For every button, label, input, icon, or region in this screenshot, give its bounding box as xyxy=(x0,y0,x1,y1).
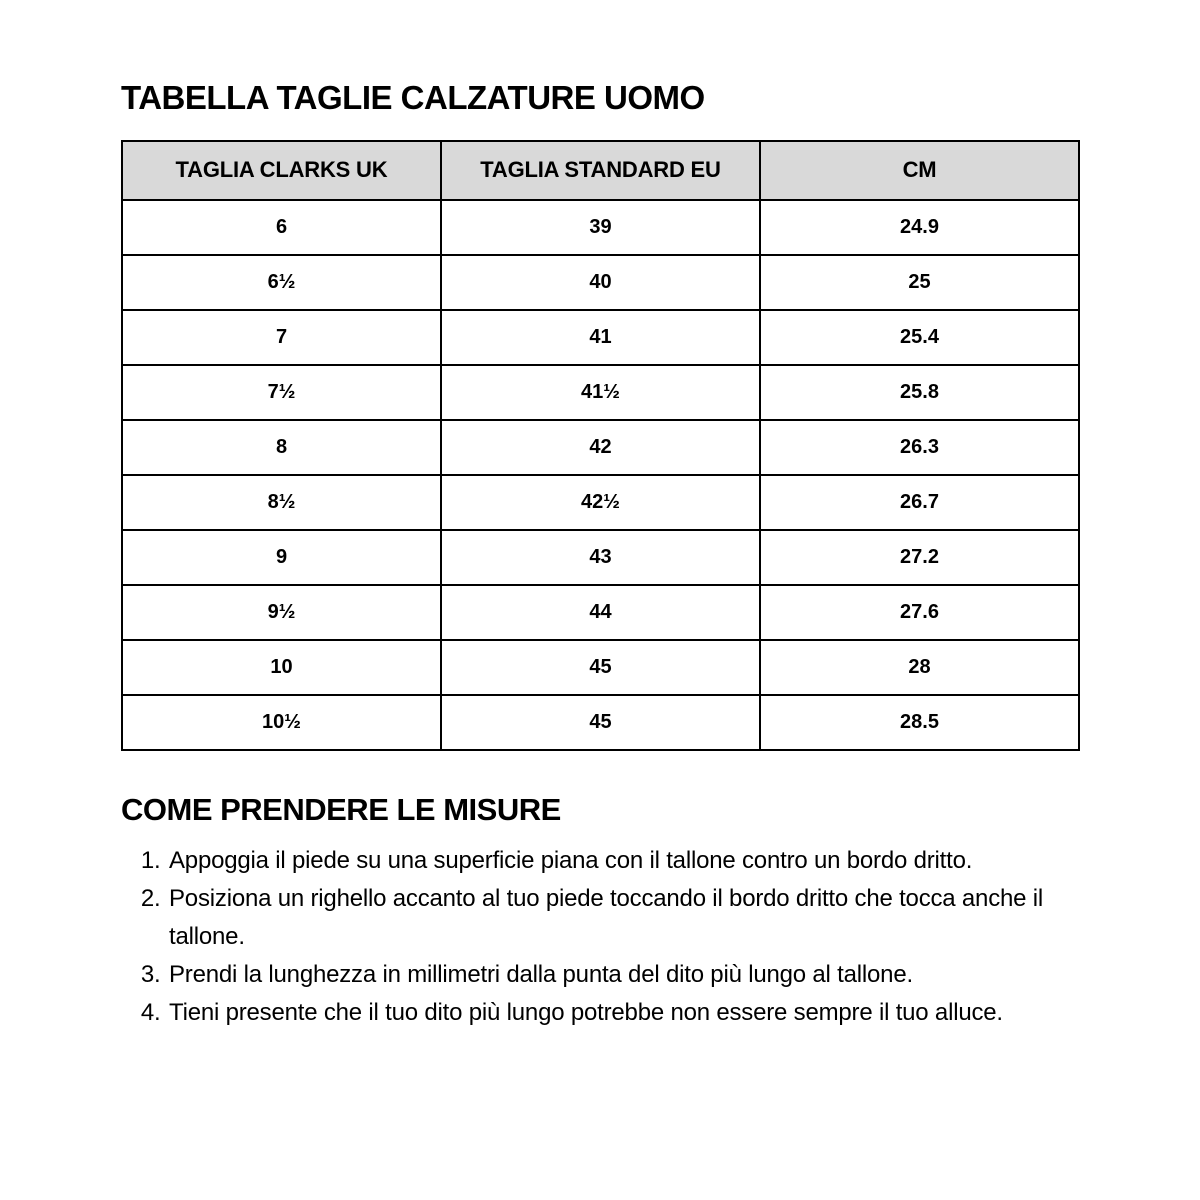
cell-cm: 27.6 xyxy=(760,585,1079,640)
table-row xyxy=(122,640,1079,695)
header-cell-cm: CM xyxy=(760,141,1079,200)
list-item: 3. Prendi la lunghezza in millimetri dalla punta del dito più lungo al tallone. xyxy=(167,956,1080,994)
cell-cm: 27.2 xyxy=(760,530,1079,585)
cell-uk: 10½ xyxy=(122,695,441,750)
size-table xyxy=(121,140,1080,751)
header-cell-clarks-uk: TAGLIA CLARKS UK xyxy=(122,141,441,200)
table-row xyxy=(122,310,1079,365)
header-cell-standard-eu: TAGLIA STANDARD EU xyxy=(441,141,760,200)
content-area xyxy=(0,78,1200,1032)
table-row xyxy=(122,475,1079,530)
table-row xyxy=(122,585,1079,640)
table-row xyxy=(122,420,1079,475)
cell-uk: 9 xyxy=(122,530,441,585)
cell-uk: 7½ xyxy=(122,365,441,420)
cell-eu: 39 xyxy=(441,200,760,255)
cell-uk: 8 xyxy=(122,420,441,475)
table-row xyxy=(122,695,1079,750)
cell-uk: 6 xyxy=(122,200,441,255)
list-item: 1. Appoggia il piede su una superficie piana con il tallone contro un bordo dritto. xyxy=(167,842,1080,880)
instructions-list xyxy=(121,842,1080,1032)
cell-uk: 10 xyxy=(122,640,441,695)
cell-eu: 44 xyxy=(441,585,760,640)
table-header-row xyxy=(122,141,1079,200)
cell-eu: 45 xyxy=(441,640,760,695)
table-row xyxy=(122,530,1079,585)
cell-uk: 7 xyxy=(122,310,441,365)
cell-uk: 6½ xyxy=(122,255,441,310)
cell-eu: 42½ xyxy=(441,475,760,530)
page-title: TABELLA TAGLIE CALZATURE UOMO xyxy=(121,79,705,116)
section-heading: COME PRENDERE LE MISURE xyxy=(121,791,561,827)
cell-cm: 25 xyxy=(760,255,1079,310)
cell-cm: 25.4 xyxy=(760,310,1079,365)
list-item: 2. Posiziona un righello accanto al tuo piede toccando il bordo dritto che tocca anche il tallone. xyxy=(167,880,1080,956)
cell-eu: 45 xyxy=(441,695,760,750)
cell-cm: 28 xyxy=(760,640,1079,695)
cell-eu: 41½ xyxy=(441,365,760,420)
cell-eu: 43 xyxy=(441,530,760,585)
cell-uk: 8½ xyxy=(122,475,441,530)
table-row xyxy=(122,200,1079,255)
list-item: 4. Tieni presente che il tuo dito più lungo potrebbe non essere sempre il tuo alluce. xyxy=(167,994,1080,1032)
cell-uk: 9½ xyxy=(122,585,441,640)
cell-cm: 26.7 xyxy=(760,475,1079,530)
cell-eu: 40 xyxy=(441,255,760,310)
table-row xyxy=(122,365,1079,420)
cell-cm: 25.8 xyxy=(760,365,1079,420)
cell-cm: 28.5 xyxy=(760,695,1079,750)
table-row xyxy=(122,255,1079,310)
cell-cm: 26.3 xyxy=(760,420,1079,475)
cell-eu: 41 xyxy=(441,310,760,365)
cell-cm: 24.9 xyxy=(760,200,1079,255)
cell-eu: 42 xyxy=(441,420,760,475)
